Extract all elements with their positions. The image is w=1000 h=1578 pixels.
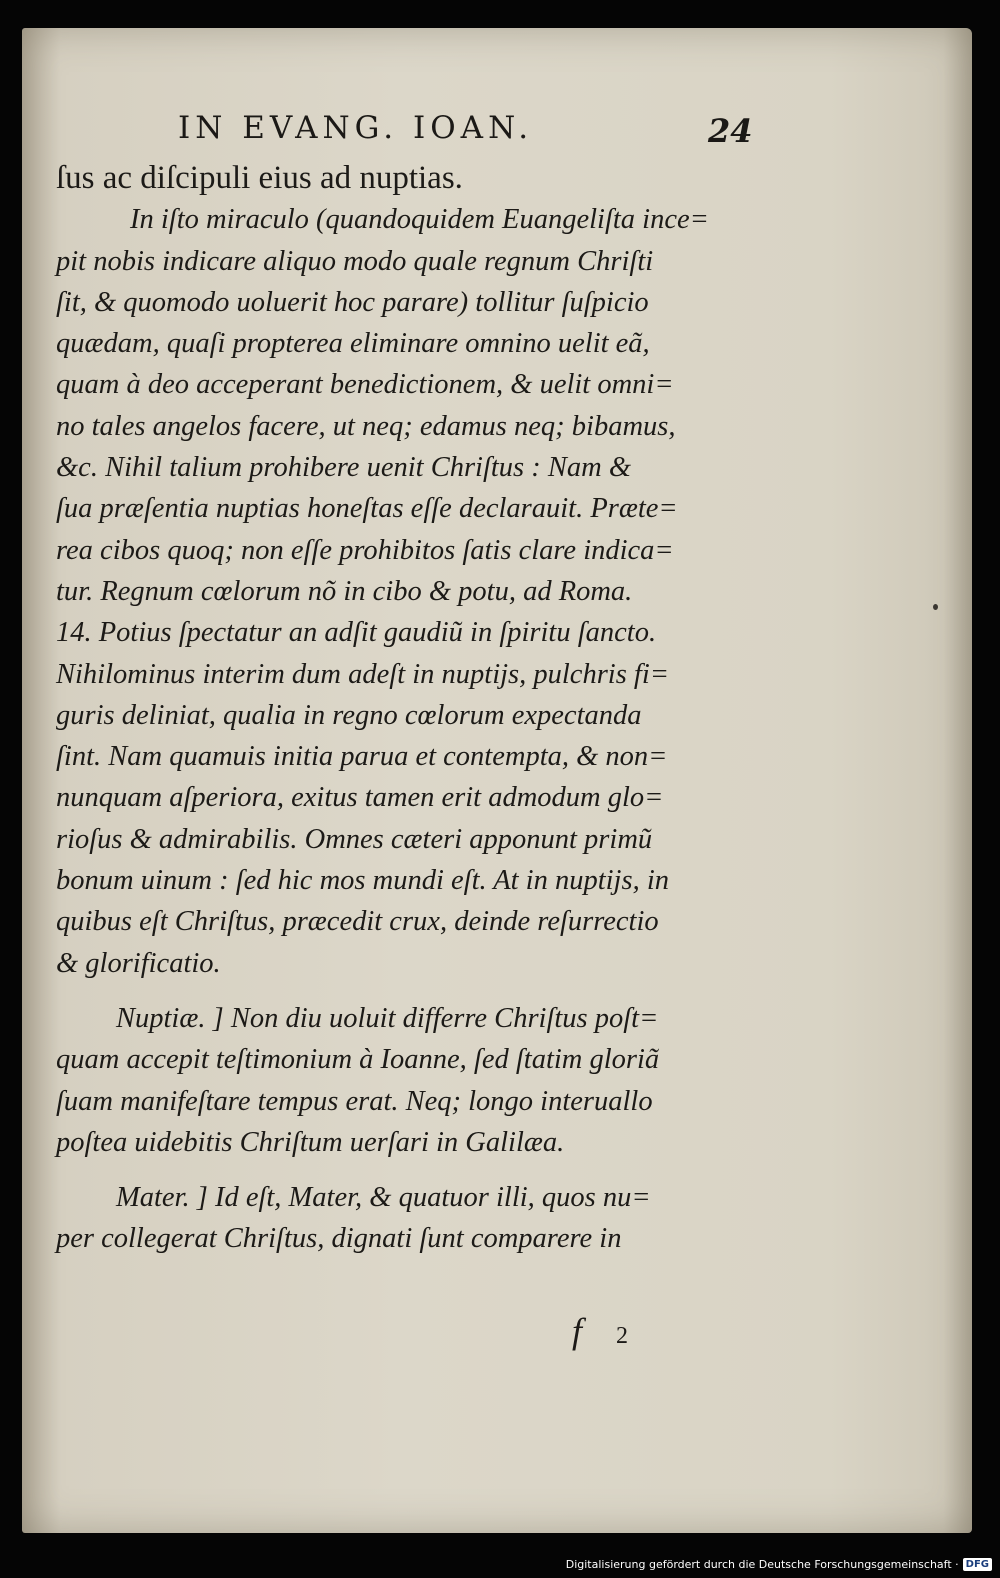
text-line: ſua præſentia nuptias honeſtas eſſe declarauit. Præte= (56, 493, 678, 525)
text-line: quam à deo acceperant benedictionem, & uelit omni= (56, 369, 674, 401)
text-line: Nihilominus interim dum adeſt in nuptijs, pulchris fi= (56, 658, 670, 690)
text-line: Mater. ] Id eſt, Mater, & quatuor illi, quos nu= (116, 1182, 651, 1214)
signature-letter: f (572, 1311, 583, 1351)
text-line: per collegerat Chriſtus, dignati ſunt comparere in (56, 1223, 622, 1255)
text-line: & glorificatio. (56, 947, 221, 979)
text-line: quibus eſt Chriſtus, præcedit crux, deinde reſurrectio (56, 906, 659, 938)
text-line: nunquam aſperiora, exitus tamen erit admodum glo= (56, 782, 664, 814)
text-line: ſus ac diſcipuli eius ad nuptias. (56, 160, 463, 196)
paragraph-gap (56, 1163, 756, 1177)
signature-mark (572, 1310, 628, 1352)
text-line: bonum uinum : ſed hic mos mundi eſt. At in nuptijs, in (56, 865, 669, 897)
text-line: &c. Nihil talium prohibere uenit Chriſtus : Nam & (56, 452, 632, 484)
text-line: guris deliniat, qualia in regno cœlorum expectanda (56, 699, 642, 731)
text-line: no tales angelos facere, ut neq; edamus neq; bibamus, (56, 410, 676, 442)
paragraph-gap (56, 984, 756, 998)
text-line: Nuptiæ. ] Non diu uoluit differre Chriſtus poſt= (116, 1002, 659, 1034)
text-line: 14. Potius ſpectatur an adſit gaudiũ in ſpiritu ſancto. (56, 617, 657, 649)
dfg-logo-icon: DFG (963, 1558, 992, 1571)
text-line: ſint. Nam quamuis initia parua et contempta, & non= (56, 741, 668, 773)
text-line: rea cibos quoq; non eſſe prohibitos ſatis clare indica= (56, 534, 674, 566)
text-line: pit nobis indicare aliquo modo quale regnum Chriſti (56, 245, 654, 277)
text-line: quædam, quaſi propterea eliminare omnino uelit eã, (56, 328, 650, 360)
body-text (56, 158, 756, 1260)
running-head: IN EVANG. IOAN. (178, 110, 534, 146)
text-line: poſtea uidebitis Chriſtum uerſari in Galilæa. (56, 1126, 565, 1158)
credit-text: Digitalisierung gefördert durch die Deutsche Forschungsgemeinschaft · (565, 1557, 959, 1571)
signature-number: 2 (616, 1323, 629, 1349)
text-line: rioſus & admirabilis. Omnes cæteri apponunt primũ (56, 823, 653, 855)
text-line: quam accepit teſtimonium à Ioanne, ſed ſtatim gloriã (56, 1044, 660, 1076)
text-line: ſuam manifeſtare tempus erat. Neq; longo interuallo (56, 1085, 653, 1117)
text-line: In iſto miraculo (quandoquidem Euangeliſta ince= (130, 204, 709, 236)
text-line: ſit, & quomodo uoluerit hoc parare) tollitur ſuſpicio (56, 286, 649, 318)
text-line: tur. Regnum cœlorum nõ in cibo & potu, ad Roma. (56, 575, 633, 607)
paper-speck (933, 604, 938, 610)
page-number: 24 (708, 112, 753, 150)
digitization-credit (566, 1554, 992, 1574)
